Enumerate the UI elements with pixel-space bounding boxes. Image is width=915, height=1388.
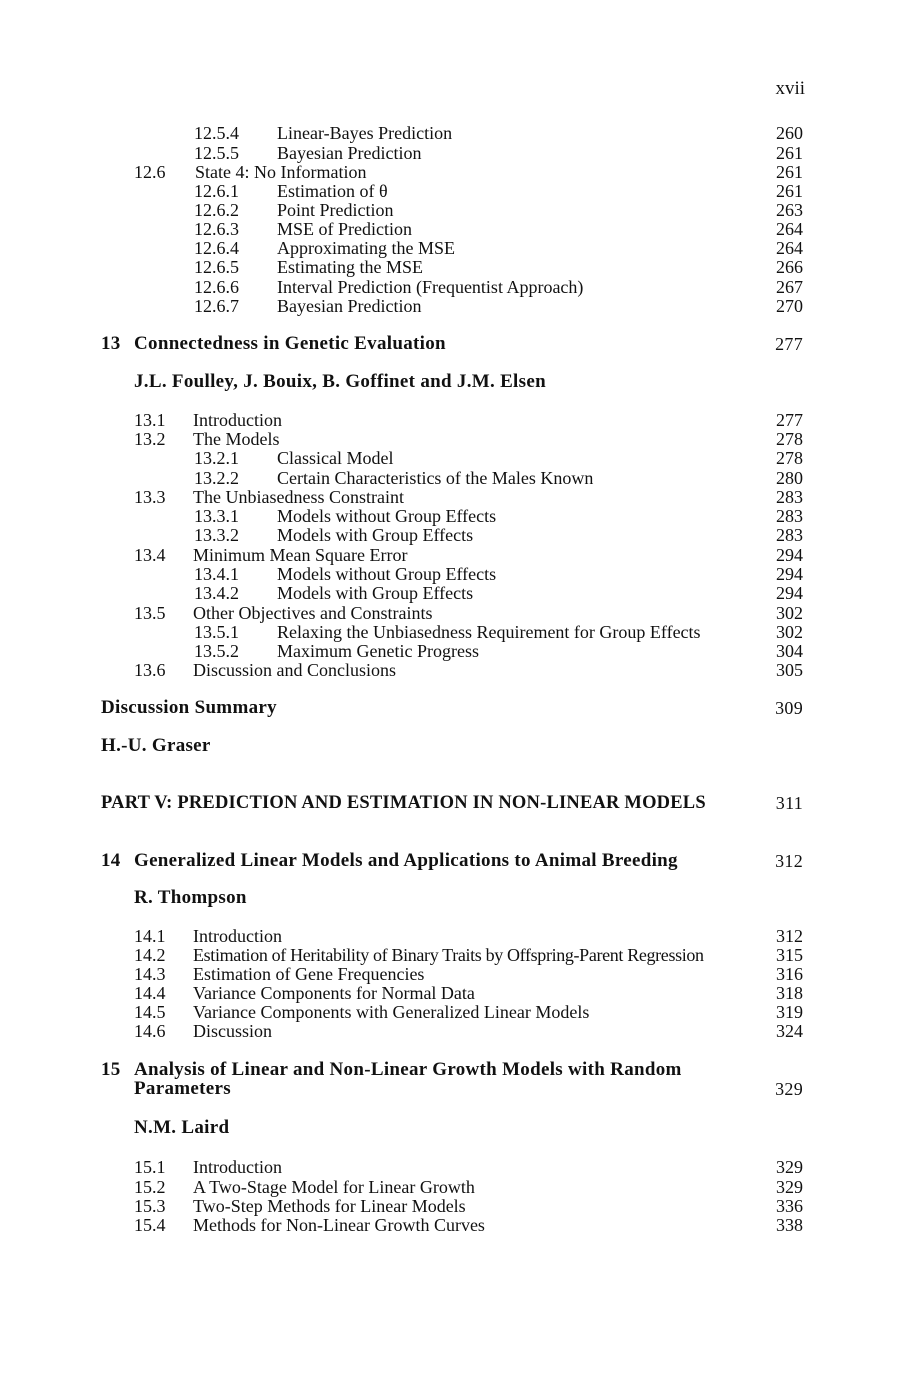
toc-entry [0,200,915,220]
entry-page: 294 [776,564,803,584]
entry-title: Models without Group Effects [277,506,497,526]
entry-title: Estimation of Gene Frequencies [193,964,425,984]
entry-page: 280 [776,468,803,488]
entry-title: Models with Group Effects [277,525,474,545]
entry-number: 13.5.1 [194,622,239,642]
entry-page: 305 [776,660,803,680]
toc-entry [0,1196,915,1216]
chapter-title: Analysis of Linear and Non-Linear Growth Models with Random [134,1059,682,1080]
entry-page: 261 [776,162,803,182]
entry-number: 13.4 [134,545,166,565]
entry-number: 13.1 [134,410,166,430]
author-names: R. Thompson [134,887,247,908]
entry-page: 315 [776,945,803,965]
section-title: Discussion Summary [101,697,277,718]
entry-title: Discussion and Conclusions [193,660,397,680]
entry-number: 13.6 [134,660,166,680]
entry-number: 14.2 [134,945,166,965]
chapter-title-line2: Parameters [134,1078,231,1099]
entry-title: Estimation of Heritability of Binary Traits by Offspring-Parent Regression [193,945,704,965]
toc-entry [0,429,915,449]
discussion-summary-author [0,736,915,756]
entry-title: Other Objectives and Constraints [193,603,433,623]
chapter-title: Generalized Linear Models and Applications to Animal Breeding [134,850,678,871]
entry-number: 15.1 [134,1157,166,1177]
entry-page: 267 [776,277,803,297]
chapter-page: 277 [775,334,803,354]
toc-entry [0,525,915,545]
entry-title: Discussion [193,1021,273,1041]
entry-page: 304 [776,641,803,661]
entry-page: 260 [776,123,803,143]
entry-number: 14.6 [134,1021,166,1041]
entry-page: 283 [776,487,803,507]
entry-title: The Unbiasedness Constraint [193,487,404,507]
entry-title: State 4: No Information [195,162,367,182]
toc-entry [0,296,915,316]
entry-number: 12.6.4 [194,238,239,258]
entry-number: 15.3 [134,1196,166,1216]
entry-page: 266 [776,257,803,277]
entry-page: 283 [776,506,803,526]
toc-entry [0,1002,915,1022]
entry-number: 13.3 [134,487,166,507]
entry-number: 12.6.1 [194,181,239,201]
toc-entry [0,1177,915,1197]
entry-number: 12.6 [134,162,166,182]
toc-entry [0,143,915,163]
entry-page: 318 [776,983,803,1003]
entry-title: Estimation of θ [277,181,388,201]
entry-page: 277 [776,410,803,430]
entry-number: 12.6.2 [194,200,239,220]
entry-title: Models without Group Effects [277,564,497,584]
entry-title: Introduction [193,1157,282,1177]
entry-title: MSE of Prediction [277,219,412,239]
toc-entry [0,660,915,680]
toc-entry [0,964,915,984]
entry-title: Linear-Bayes Prediction [277,123,453,143]
author-names: H.-U. Graser [101,735,211,756]
author-names: J.L. Foulley, J. Bouix, B. Goffinet and J.M. Elsen [134,371,546,392]
entry-page: 264 [776,238,803,258]
toc-entry [0,1157,915,1177]
entry-number: 12.5.5 [194,143,239,163]
entry-number: 14.4 [134,983,166,1003]
toc-entry [0,123,915,143]
entry-page: 261 [776,143,803,163]
entry-title: Point Prediction [277,200,394,220]
entry-number: 12.6.5 [194,257,239,277]
toc-entry [0,545,915,565]
entry-page: 329 [776,1177,803,1197]
entry-title: Variance Components with Generalized Linear Models [193,1002,590,1022]
entry-number: 13.3.1 [194,506,239,526]
entry-title: Certain Characteristics of the Males Known [277,468,594,488]
toc-entry [0,945,915,965]
entry-title: Variance Components for Normal Data [193,983,475,1003]
toc-entry [0,926,915,946]
chapter-authors [0,1118,915,1138]
toc-entry [0,583,915,603]
entry-number: 13.5.2 [194,641,239,661]
entry-number: 13.5 [134,603,166,623]
part-heading [0,793,915,813]
toc-entry [0,641,915,661]
chapter-title: Connectedness in Genetic Evaluation [134,333,446,354]
toc-entry [0,238,915,258]
entry-page: 319 [776,1002,803,1022]
toc-entry [0,603,915,623]
entry-title: Classical Model [277,448,394,468]
entry-page: 264 [776,219,803,239]
entry-page: 302 [776,603,803,623]
toc-entry [0,983,915,1003]
entry-page: 294 [776,583,803,603]
part-title: PART V: PREDICTION AND ESTIMATION IN NON-LINEAR MODELS [101,793,706,813]
toc-entry [0,1021,915,1041]
entry-page: 278 [776,448,803,468]
chapter-heading-continued [0,1079,915,1099]
entry-number: 14.1 [134,926,166,946]
chapter-heading [0,1060,915,1080]
page-number: xvii [775,78,805,99]
chapter-number: 14 [101,850,121,871]
entry-page: 294 [776,545,803,565]
entry-number: 13.3.2 [194,525,239,545]
entry-title: Relaxing the Unbiasedness Requirement for Group Effects [277,622,701,642]
toc-entry [0,162,915,182]
entry-title: Approximating the MSE [277,238,455,258]
toc-entry [0,181,915,201]
entry-page: 312 [776,926,803,946]
entry-page: 302 [776,622,803,642]
toc-entry [0,277,915,297]
toc-entry [0,622,915,642]
entry-title: The Models [193,429,280,449]
toc-entry [0,487,915,507]
entry-page: 324 [776,1021,803,1041]
chapter-heading [0,851,915,871]
entry-title: Interval Prediction (Frequentist Approach) [277,277,584,297]
entry-page: 338 [776,1215,803,1235]
toc-entry [0,564,915,584]
toc-entry [0,410,915,430]
chapter-number: 13 [101,333,121,354]
chapter-number: 15 [101,1059,121,1080]
entry-number: 13.2.2 [194,468,239,488]
entry-page: 329 [776,1157,803,1177]
toc-entry [0,468,915,488]
entry-page: 263 [776,200,803,220]
discussion-summary-heading [0,698,915,718]
entry-number: 15.4 [134,1215,166,1235]
entry-title: Methods for Non-Linear Growth Curves [193,1215,485,1235]
entry-number: 12.5.4 [194,123,239,143]
entry-title: Estimating the MSE [277,257,423,277]
entry-title: Introduction [193,410,282,430]
entry-title: Minimum Mean Square Error [193,545,408,565]
entry-page: 316 [776,964,803,984]
chapter-page: 312 [775,851,803,871]
entry-number: 13.2 [134,429,166,449]
chapter-authors [0,888,915,908]
chapter-authors [0,372,915,392]
entry-number: 12.6.7 [194,296,239,316]
chapter-page: 329 [775,1079,803,1099]
entry-number: 13.2.1 [194,448,239,468]
section-page: 309 [775,698,803,718]
entry-number: 14.3 [134,964,166,984]
entry-title: Bayesian Prediction [277,296,422,316]
entry-title: Models with Group Effects [277,583,474,603]
entry-number: 15.2 [134,1177,166,1197]
entry-title: A Two-Stage Model for Linear Growth [193,1177,475,1197]
part-page: 311 [775,793,803,813]
toc-entry [0,219,915,239]
chapter-heading [0,334,915,354]
entry-page: 270 [776,296,803,316]
toc-entry [0,257,915,277]
entry-number: 13.4.2 [194,583,239,603]
entry-title: Maximum Genetic Progress [277,641,479,661]
toc-entry [0,506,915,526]
entry-title: Introduction [193,926,282,946]
toc-entry [0,1215,915,1235]
author-names: N.M. Laird [134,1117,230,1138]
entry-title: Two-Step Methods for Linear Models [193,1196,466,1216]
entry-number: 14.5 [134,1002,166,1022]
entry-page: 278 [776,429,803,449]
entry-page: 261 [776,181,803,201]
entry-number: 12.6.6 [194,277,239,297]
toc-entry [0,448,915,468]
entry-number: 13.4.1 [194,564,239,584]
entry-page: 336 [776,1196,803,1216]
entry-page: 283 [776,525,803,545]
entry-title: Bayesian Prediction [277,143,422,163]
entry-number: 12.6.3 [194,219,239,239]
